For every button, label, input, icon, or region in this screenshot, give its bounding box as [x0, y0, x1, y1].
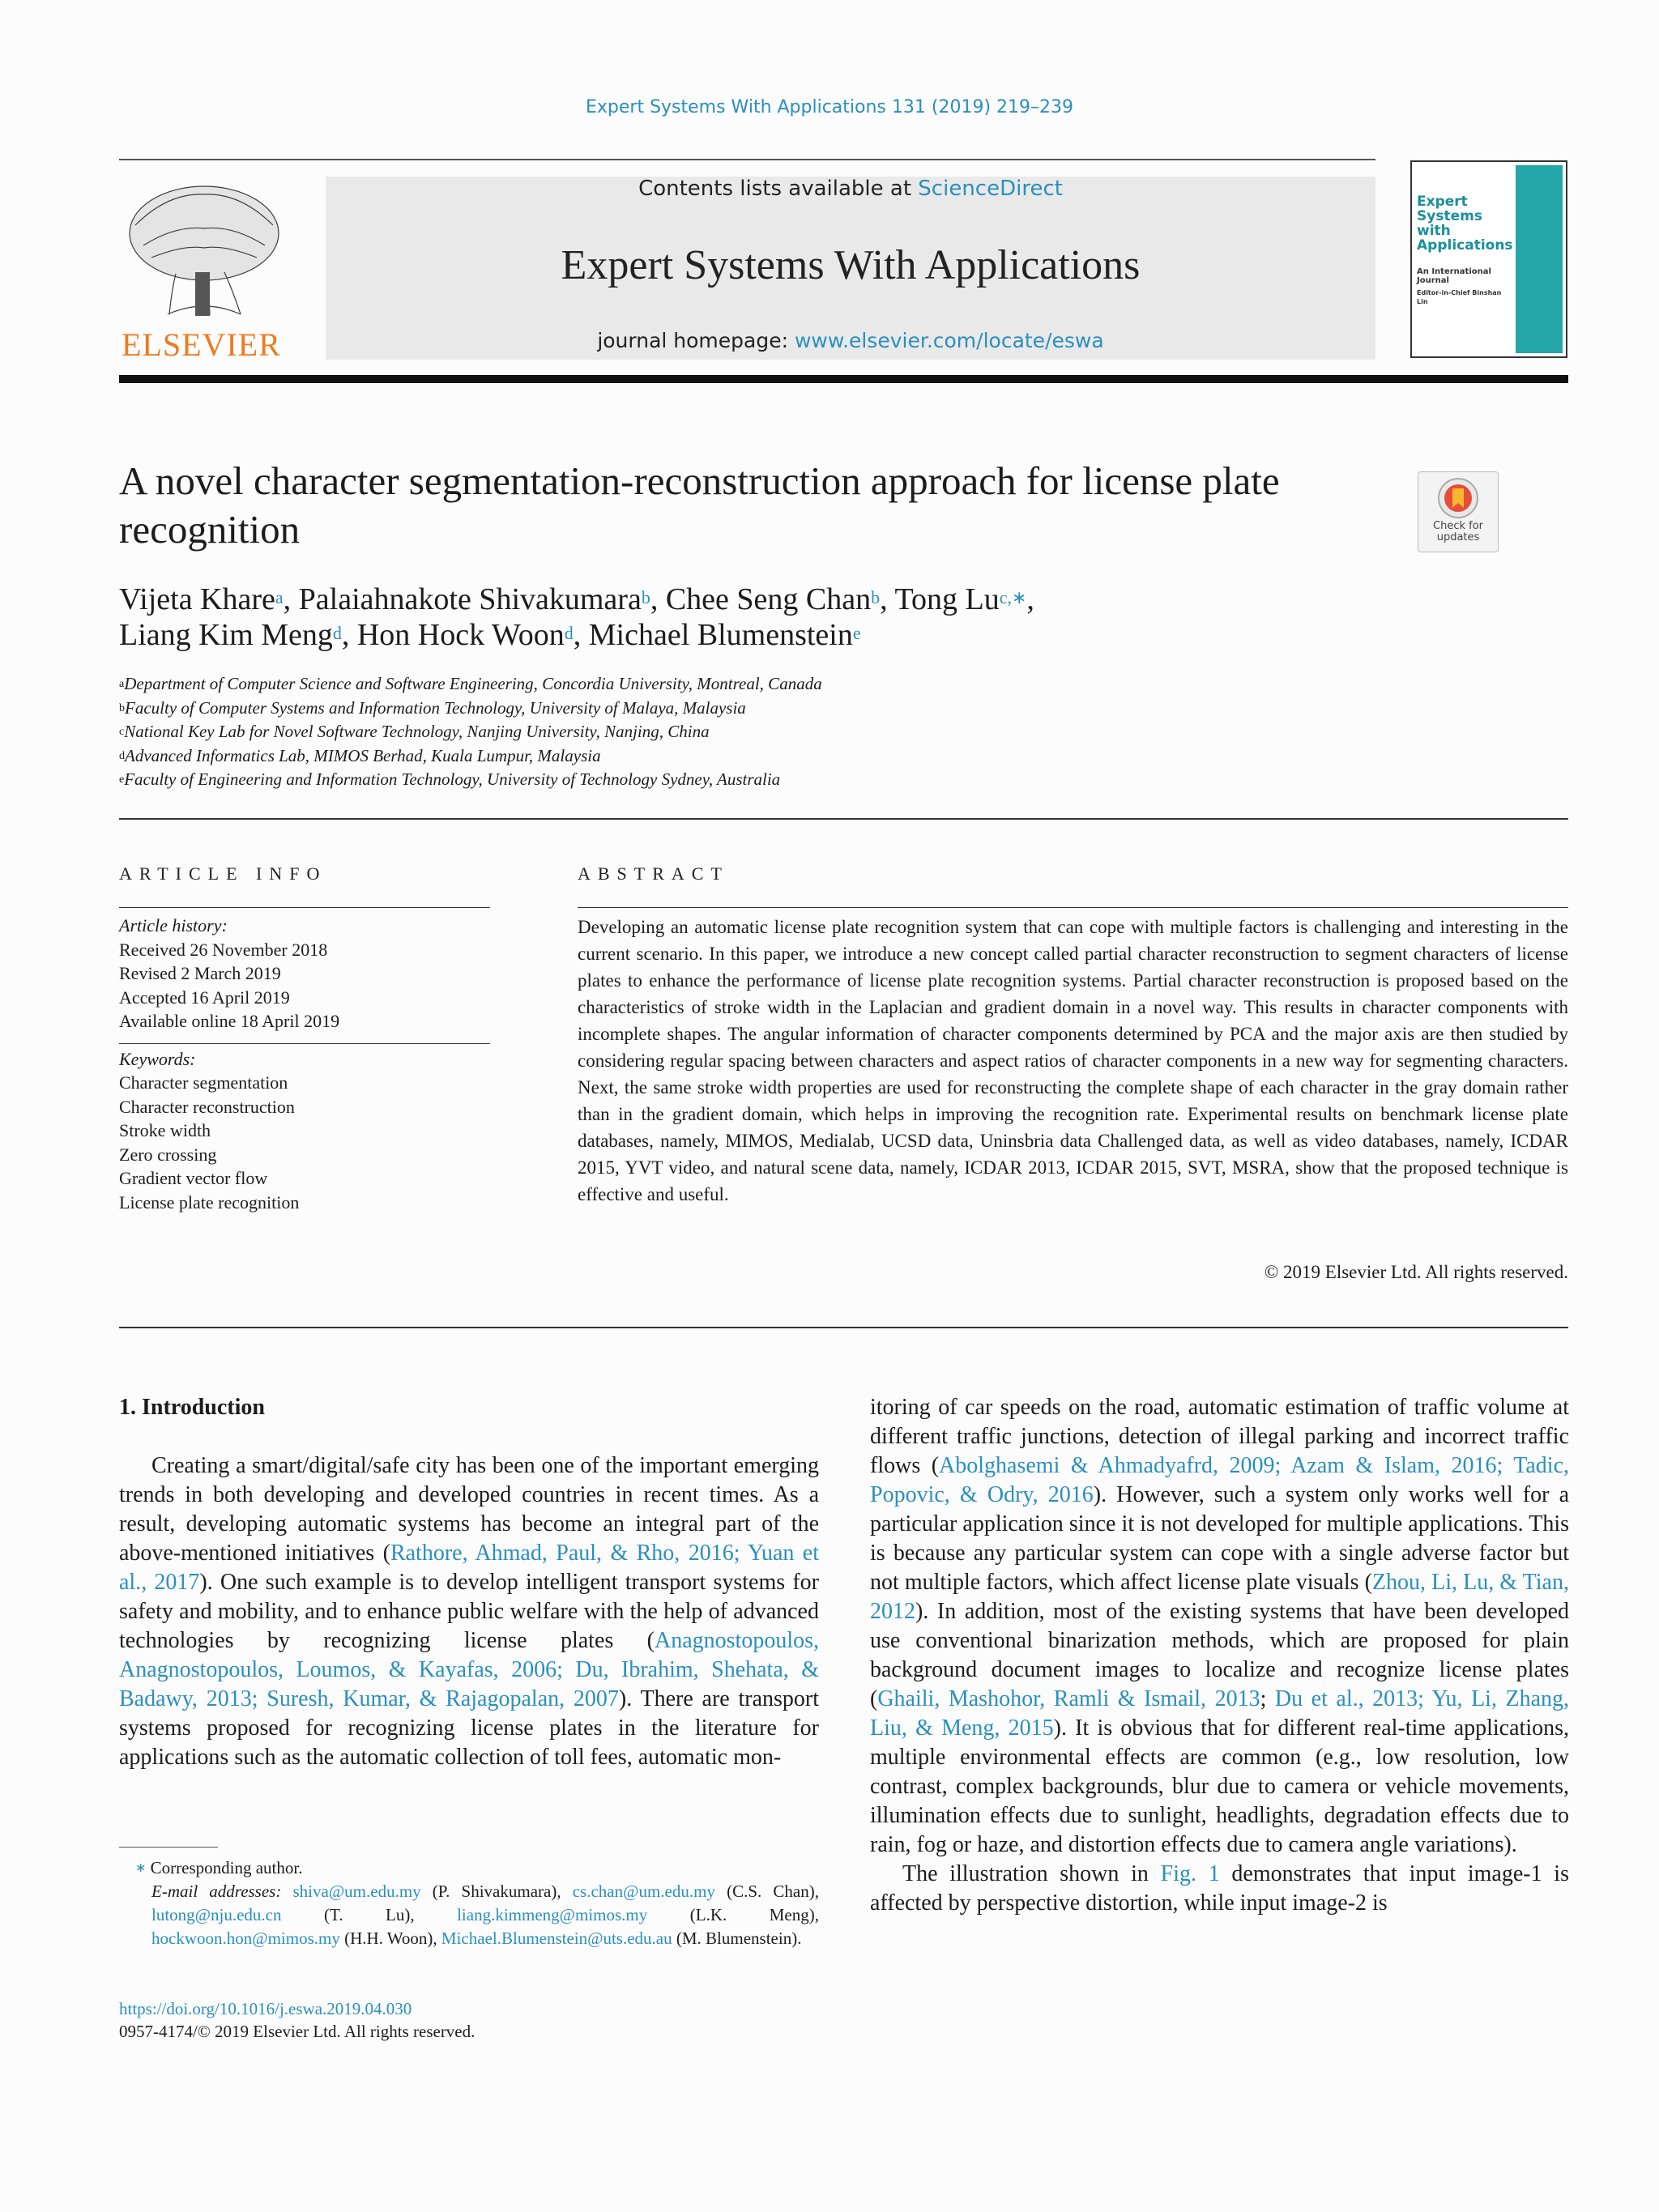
crossmark-label: Check for updates: [1433, 520, 1483, 543]
author-name: Liang Kim Meng: [119, 618, 333, 652]
info-rule: [119, 907, 490, 908]
body-text: ). In addition, most of the existing systems that have been developed use conventional binarization methods, which are proposed for plain background document images to localize and recognize license plates (: [870, 1599, 1569, 1711]
author-affiliation-link[interactable]: e: [852, 623, 861, 643]
body-text: ;: [1260, 1686, 1275, 1711]
check-for-updates-badge[interactable]: [1418, 471, 1499, 552]
cover-subtitle: An International Journal Editor-in-Chief Binshan Lin: [1417, 267, 1502, 305]
email-link[interactable]: shiva@um.edu.my: [292, 1882, 421, 1901]
body-right-column: [870, 1393, 1569, 1918]
footnote-rule: [119, 1847, 218, 1848]
body-text: Creating a smart/digital/safe city has been one of the important emerging trends in both developing and developed countries in recent times. As a result, developing automatic systems has become an integral part of the above-mentioned initiatives (: [119, 1453, 819, 1566]
abstract-rule: [578, 907, 1568, 908]
email-owner: (M. Blumenstein).: [672, 1929, 802, 1948]
email-link[interactable]: cs.chan@um.edu.my: [572, 1882, 715, 1901]
abstract-text: Developing an automatic license plate recognition system that can cope with multiple factors is challenging and interesting in the current scenario. In this paper, we introduce a new concept called partial character reconstruction to segment characters of license plates to enhance the performance of license plate recognition systems. Partial character reconstruction is proposed based on the characteristics of stroke width in the Laplacian and gradient domain in a novel way. This results in character components with incomplete shapes. The angular information of character components determined by PCA and the major axis are then studied by considering regular spacing between characters and aspect ratios of character components in a new way for segmenting characters. Next, the same stroke width properties are used for reconstructing the complete shape of each character in the gray domain rather than in the gradient domain, which helps in improving the recognition rate. Experimental results on benchmark license plate databases, namely, MIMOS, Medialab, UCSD data, Uninsbria data Challenged data, as well as video databases, namely, ICDAR 2015, YVT video, and natural scene data, namely, ICDAR 2013, ICDAR 2015, SVT, MSRA, show that the proposed technique is effective and useful.: [578, 917, 1568, 1204]
author-affiliation-link[interactable]: d: [332, 623, 342, 643]
affiliation-marker: d: [119, 749, 125, 762]
email-link[interactable]: Michael.Blumenstein@uts.edu.au: [441, 1929, 672, 1948]
elsevier-wordmark: ELSEVIER: [122, 326, 281, 363]
author-name: Chee Seng Chan: [665, 582, 872, 616]
author-name: Palaiahnakote Shivakumara: [298, 582, 642, 616]
history-item: Accepted 16 April 2019: [119, 987, 290, 1008]
affiliation-item: [119, 672, 1375, 697]
keyword-item: Character reconstruction: [119, 1096, 295, 1117]
email-addresses: [119, 1880, 819, 1950]
keywords-rule: [119, 1043, 490, 1044]
header-thick-rule: [119, 375, 1568, 383]
author-affiliation-link[interactable]: b: [871, 587, 881, 607]
affiliation-text: Department of Computer Science and Software Engineering, Concordia University, Montreal, Canada: [124, 674, 822, 693]
body-text: The illustration shown in: [902, 1861, 1161, 1886]
history-label: Article history:: [119, 915, 228, 936]
citation-link[interactable]: Du et al., 2013; Yu, Li, Zhang, Liu, & Meng, 2015: [870, 1686, 1570, 1741]
keyword-item: Stroke width: [119, 1120, 211, 1140]
affiliation-marker: a: [119, 678, 125, 690]
author-affiliation-link[interactable]: d: [564, 623, 574, 643]
body-text: ). One such example is to develop intelligent transport systems for safety and mobility, and to enhance public welfare with the help of advanced technologies by recognizing license plates (: [119, 1570, 819, 1653]
body-text: ). There are transport systems proposed for recognizing license plates in the literature for applications such as the automatic collection of toll fees, automatic mon-: [119, 1686, 819, 1770]
author-name: Vijeta Khare: [119, 582, 275, 616]
journal-cover-thumbnail[interactable]: [1410, 160, 1567, 358]
contents-prefix: Contents lists available at: [638, 177, 919, 201]
journal-homepage: [326, 329, 1375, 352]
email-link[interactable]: hockwoon.hon@mimos.my: [151, 1929, 340, 1948]
affiliation-marker: e: [119, 774, 125, 786]
author-name: Tong Lu: [894, 582, 1000, 616]
citation-link[interactable]: Fig. 1: [1160, 1861, 1220, 1886]
affiliation-item: [119, 768, 1375, 792]
keyword-item: License plate recognition: [119, 1191, 300, 1213]
history-item: Available online 18 April 2019: [119, 1011, 340, 1031]
keyword-item: Gradient vector flow: [119, 1168, 268, 1188]
author-affiliation-link[interactable]: a: [275, 587, 284, 607]
keyword-item: Zero crossing: [119, 1144, 217, 1165]
journal-citation[interactable]: Expert Systems With Applications 131 (2019) 219–239: [585, 97, 1073, 117]
section-divider: [119, 818, 1568, 820]
body-text: demonstrates that input image-1 is affected by perspective distortion, while input image-2 is: [870, 1861, 1569, 1916]
history-list: [119, 938, 490, 1034]
affiliation-marker: b: [119, 701, 125, 714]
article-title: A novel character segmentation-reconstruction approach for license plate recognition: [119, 458, 1280, 552]
author-affiliation-link[interactable]: b: [641, 587, 650, 607]
email-owner: (P. Shivakumara),: [420, 1882, 573, 1901]
author-list: Vijeta Khare$^a$, Palaiahnakote Shivakumara$^b$, Chee Seng Chan$^b$, Tong $Lu^{c,∗}$, Liang Kim Meng$^d$, Hon Hock Woon$^d$, Michael Blumenstein$^e$: [119, 582, 1034, 652]
history-item: Revised 2 March 2019: [119, 963, 281, 983]
homepage-prefix: journal homepage:: [597, 329, 795, 352]
citation-link[interactable]: Anagnostopoulos, Anagnostopoulos, Loumos, & Kayafas, 2006; Du, Ibrahim, Shehata, & Badawy, 2013; Suresh, Kumar, & Rajagopalan, 2007: [119, 1628, 819, 1711]
history-item: Received 26 November 2018: [119, 939, 328, 960]
keyword-item: Character segmentation: [119, 1072, 288, 1093]
affiliation-text: Faculty of Engineering and Information Technology, University of Technology Sydney, Australia: [124, 769, 781, 789]
top-rule: [119, 159, 1375, 160]
email-link[interactable]: lutong@nju.edu.cn: [151, 1905, 282, 1924]
body-divider: [119, 1327, 1568, 1328]
crossmark-icon: [1418, 474, 1498, 522]
intro-paragraph-1-continued: [870, 1393, 1569, 1860]
intro-paragraph-1: [119, 1451, 819, 1772]
email-link[interactable]: liang.kimmeng@mimos.my: [457, 1905, 648, 1924]
intro-paragraph-2: [870, 1860, 1569, 1918]
affiliation-item: [119, 720, 1375, 744]
affiliation-text: Advanced Informatics Lab, MIMOS Berhad, Kuala Lumpur, Malaysia: [125, 745, 601, 765]
copyright-notice: © 2019 Elsevier Ltd. All rights reserved.: [1264, 1262, 1568, 1282]
author-affiliation-link[interactable]: c,∗: [999, 587, 1027, 607]
email-owner: (T. Lu),: [281, 1905, 458, 1924]
footnotes: [119, 1856, 819, 1950]
body-text: itoring of car speeds on the road, automatic estimation of traffic volume at different traffic junctions, detection of illegal parking and incorrect traffic flows (: [870, 1395, 1569, 1478]
email-owner: (L.K. Meng),: [647, 1905, 819, 1924]
affiliation-item: [119, 744, 1375, 769]
email-owner: (H.H. Woon),: [339, 1929, 441, 1948]
body-left-column: [119, 1393, 819, 1772]
author-name: Hon Hock Woon: [356, 618, 565, 652]
section-heading: 1. Introduction: [119, 1395, 265, 1420]
email-owner: (C.S. Chan),: [714, 1882, 819, 1901]
citation-link[interactable]: Zhou, Li, Lu, & Tian, 2012: [870, 1570, 1569, 1624]
affiliation-marker: c: [119, 726, 125, 738]
affiliation-item: [119, 697, 1375, 721]
cover-title: Expert Systems with Applications: [1417, 194, 1513, 254]
journal-title: Expert Systems With Applications: [561, 242, 1141, 288]
article-info-heading: ARTICLE INFO: [119, 863, 327, 884]
keywords-label: Keywords:: [119, 1048, 196, 1069]
homepage-link[interactable]: www.elsevier.com/locate/eswa: [794, 329, 1104, 352]
body-text: ). However, such a system only works well for a particular application since it is not developed for multiple applications. This is because any particular system can cope with a single adverse factor but not multiple factors, which affect license plate visuals (: [870, 1482, 1569, 1595]
affiliation-text: National Key Lab for Novel Software Technology, Nanjing University, Nanjing, China: [124, 722, 710, 741]
corresponding-author-note: ∗ Corresponding author.: [135, 1858, 303, 1877]
citation-link[interactable]: Ghaili, Mashohor, Ramli & Ismail, 2013: [877, 1686, 1260, 1711]
doi-link[interactable]: https://doi.org/10.1016/j.eswa.2019.04.030: [119, 1999, 412, 2018]
author-name: Michael Blumenstein: [588, 618, 853, 652]
article-info: [119, 914, 490, 1214]
body-text: ). It is obvious that for different real-time applications, multiple environmental effects are common (e.g., low resolution, low contrast, complex backgrounds, blur due to camera or vehicle movements, illumination effects due to sunlight, headlights, degradation effects due to rain, fog or haze, and distortion effects due to camera angle variations).: [870, 1715, 1569, 1857]
affiliation-text: Faculty of Computer Systems and Information Technology, University of Malaya, Malaysia: [125, 697, 746, 718]
sciencedirect-link[interactable]: ScienceDirect: [918, 177, 1063, 201]
keyword-list: [119, 1071, 490, 1214]
citation-link[interactable]: Rathore, Ahmad, Paul, & Rho, 2016; Yuan et al., 2017: [119, 1541, 820, 1595]
contents-line: [326, 177, 1375, 201]
affiliation-list: [119, 672, 1375, 792]
abstract-heading: ABSTRACT: [578, 863, 729, 884]
email-label: E-mail addresses:: [151, 1882, 293, 1901]
doi-block: [119, 1997, 819, 2043]
cover-icon-strip: [1516, 165, 1563, 353]
citation-link[interactable]: Abolghasemi & Ahmadyafrd, 2009; Azam & Islam, 2016; Tadic, Popovic, & Odry, 2016: [870, 1453, 1570, 1507]
issn-line: 0957-4174/© 2019 Elsevier Ltd. All rights reserved.: [119, 2022, 476, 2041]
